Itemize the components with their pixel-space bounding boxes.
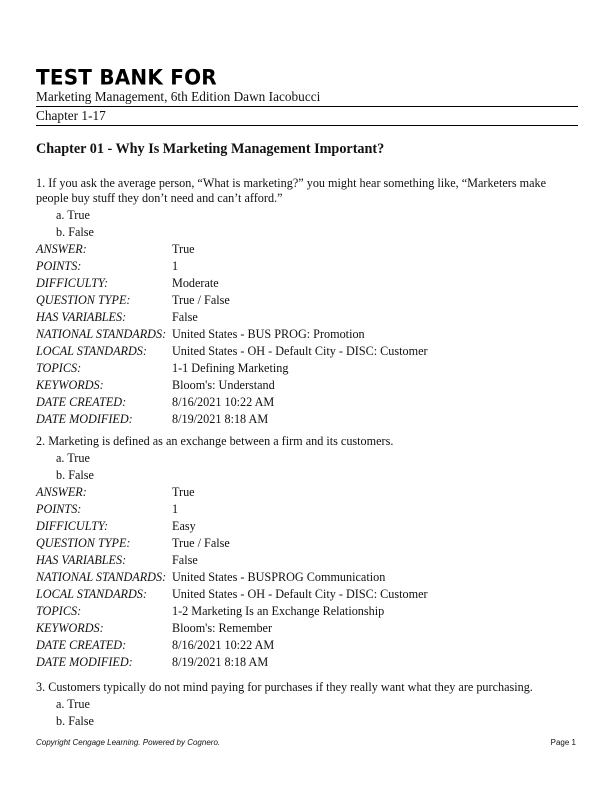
- meta-row: [36, 394, 428, 411]
- meta-row: [36, 620, 428, 637]
- meta-value: United States - OH - Default City - DISC: Customer: [172, 587, 428, 601]
- meta-row: [36, 484, 428, 501]
- book-subtitle: Marketing Management, 6th Edition Dawn Iacobucci: [36, 89, 578, 107]
- answer-options: [56, 696, 578, 730]
- meta-row: [36, 603, 428, 620]
- option-b: b. False: [56, 714, 94, 728]
- meta-value: True: [172, 242, 195, 256]
- question-text: 2. Marketing is defined as an exchange between a firm and its customers.: [36, 434, 394, 448]
- meta-value: United States - BUS PROG: Promotion: [172, 327, 365, 341]
- meta-row: [36, 552, 428, 569]
- question-3: [36, 680, 578, 730]
- meta-value: 1-1 Defining Marketing: [172, 361, 289, 375]
- meta-key: TOPICS:: [36, 604, 82, 618]
- meta-row: [36, 241, 428, 258]
- meta-row: [36, 343, 428, 360]
- question-text: 3. Customers typically do not mind paying for purchases if they really want what they are purchasing.: [36, 680, 533, 694]
- meta-key: ANSWER:: [36, 485, 87, 499]
- option-a: a. True: [56, 451, 90, 465]
- meta-row: [36, 258, 428, 275]
- meta-key: KEYWORDS:: [36, 621, 104, 635]
- copyright-text: Copyright Cengage Learning. Powered by Cognero.: [36, 738, 221, 747]
- meta-row: [36, 637, 428, 654]
- answer-options: [56, 450, 578, 484]
- meta-key: POINTS:: [36, 502, 82, 516]
- answer-options: [56, 207, 578, 241]
- meta-value: False: [172, 553, 198, 567]
- question-2: [36, 434, 578, 671]
- meta-key: ANSWER:: [36, 242, 87, 256]
- meta-value: True: [172, 485, 195, 499]
- meta-key: DIFFICULTY:: [36, 519, 109, 533]
- meta-key: DIFFICULTY:: [36, 276, 109, 290]
- meta-row: [36, 569, 428, 586]
- meta-value: True / False: [172, 536, 230, 550]
- meta-key: DATE MODIFIED:: [36, 412, 133, 426]
- meta-value: 1: [172, 502, 179, 516]
- page-number: Page 1: [550, 738, 576, 747]
- question-metadata: [36, 241, 428, 428]
- meta-key: TOPICS:: [36, 361, 82, 375]
- meta-value: Easy: [172, 519, 196, 533]
- meta-row: [36, 360, 428, 377]
- meta-value: 1-2 Marketing Is an Exchange Relationship: [172, 604, 385, 618]
- option-a: a. True: [56, 697, 90, 711]
- meta-key: QUESTION TYPE:: [36, 536, 131, 550]
- meta-key: NATIONAL STANDARDS:: [36, 570, 167, 584]
- meta-row: [36, 326, 428, 343]
- meta-key: LOCAL STANDARDS:: [36, 344, 147, 358]
- meta-key: NATIONAL STANDARDS:: [36, 327, 167, 341]
- meta-key: QUESTION TYPE:: [36, 293, 131, 307]
- meta-value: Bloom's: Remember: [172, 621, 273, 635]
- meta-key: DATE MODIFIED:: [36, 655, 133, 669]
- meta-row: [36, 275, 428, 292]
- meta-key: LOCAL STANDARDS:: [36, 587, 147, 601]
- meta-value: False: [172, 310, 198, 324]
- meta-row: [36, 377, 428, 394]
- section-title: Chapter 01 - Why Is Marketing Management Important?: [36, 141, 385, 157]
- meta-key: KEYWORDS:: [36, 378, 104, 392]
- meta-key: DATE CREATED:: [36, 395, 127, 409]
- meta-value: 1: [172, 259, 179, 273]
- meta-key: HAS VARIABLES:: [36, 553, 127, 567]
- question-metadata: [36, 484, 428, 671]
- meta-row: [36, 292, 428, 309]
- meta-row: [36, 586, 428, 603]
- meta-value: 8/16/2021 10:22 AM: [172, 395, 275, 409]
- meta-value: United States - OH - Default City - DISC: Customer: [172, 344, 428, 358]
- meta-row: [36, 518, 428, 535]
- meta-key: HAS VARIABLES:: [36, 310, 127, 324]
- meta-value: True / False: [172, 293, 230, 307]
- meta-row: [36, 535, 428, 552]
- meta-value: 8/19/2021 8:18 AM: [172, 655, 269, 669]
- option-b: b. False: [56, 225, 94, 239]
- meta-row: [36, 411, 428, 428]
- banner-title: TEST BANK FOR: [36, 64, 217, 90]
- chapter-range: Chapter 1-17: [36, 108, 578, 126]
- question-1: [36, 176, 578, 428]
- meta-value: 8/19/2021 8:18 AM: [172, 412, 269, 426]
- meta-value: Bloom's: Understand: [172, 378, 275, 392]
- meta-value: 8/16/2021 10:22 AM: [172, 638, 275, 652]
- meta-key: DATE CREATED:: [36, 638, 127, 652]
- meta-value: United States - BUSPROG Communication: [172, 570, 386, 584]
- option-a: a. True: [56, 208, 90, 222]
- meta-row: [36, 654, 428, 671]
- question-text: 1. If you ask the average person, “What is marketing?” you might hear something like, “Marketers make people buy stuff they don’t need and can’t afford.”: [36, 176, 547, 205]
- meta-row: [36, 501, 428, 518]
- meta-row: [36, 309, 428, 326]
- option-b: b. False: [56, 468, 94, 482]
- meta-value: Moderate: [172, 276, 219, 290]
- meta-key: POINTS:: [36, 259, 82, 273]
